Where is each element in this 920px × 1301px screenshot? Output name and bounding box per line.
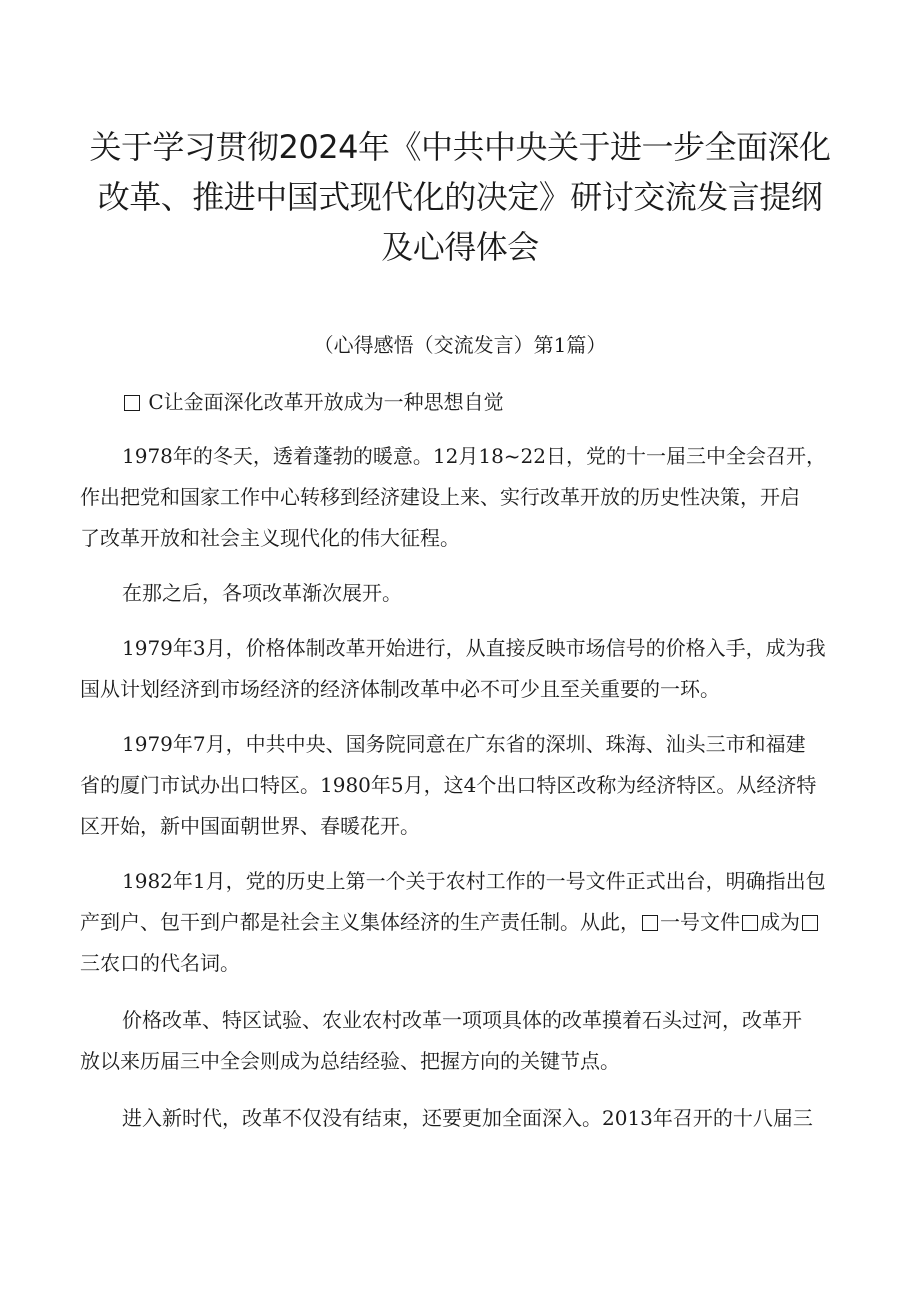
paragraph-line: 1982年1月，党的历史上第一个关于农村工作的一号文件正式出台，明确指出包 (122, 869, 826, 893)
title-line: 改革、推进中国式现代化的决定》研讨交流发言提纲 (97, 178, 823, 216)
paragraph-line: 价格改革、特区试验、农业农村改革一项项具体的改革摸着石头过河，改革开 (122, 1008, 802, 1032)
paragraph-line (80, 902, 860, 943)
missing-glyph-box (642, 915, 658, 931)
paragraph-line: 三农口的代名词。 (80, 951, 240, 975)
paragraph-line: 国从计划经济到市场经济的经济体制改革中必不可少且至关重要的一环。 (80, 677, 720, 701)
document-body (80, 382, 860, 1139)
paragraph-line: 省的厦门市试办出口特区。1980年5月，这4个出口特区改称为经济特区。从经济特 (80, 773, 817, 797)
missing-glyph-box (802, 915, 818, 931)
paragraph-line: 1979年7月，中共中央、国务院同意在广东省的深圳、珠海、汕头三市和福建 (122, 732, 806, 756)
section-heading-text: C让金面深化改革开放成为一种思想自觉 (148, 390, 504, 414)
paragraph-line: 1979年3月，价格体制改革开始进行，从直接反映市场信号的价格入手，成为我 (122, 636, 826, 660)
paragraph-line: 了改革开放和社会主义现代化的伟大征程。 (80, 526, 460, 550)
text-run: 一号文件 (660, 910, 740, 934)
document-subtitle: （心得感悟（交流发言）第1篇） (313, 333, 607, 357)
paragraph-line: 放以来历届三中全会则成为总结经验、把握方向的关键节点。 (80, 1049, 620, 1073)
title-line: 及心得体会 (381, 228, 539, 266)
missing-glyph-box (742, 915, 758, 931)
missing-glyph-box (124, 395, 140, 411)
document-title (60, 122, 860, 272)
text-run: 成为 (760, 910, 800, 934)
title-line: 关于学习贯彻2024年《中共中央关于进一步全面深化 (89, 128, 831, 166)
paragraph-line: 进入新时代，改革不仅没有结束，还要更加全面深入。2013年召开的十八届三 (122, 1106, 813, 1130)
section-heading (80, 382, 860, 423)
paragraph-line: 作出把党和国家工作中心转移到经济建设上来、实行改革开放的历史性决策，开启 (80, 485, 800, 509)
paragraph-line: 区开始，新中国面朝世界、春暖花开。 (80, 814, 420, 838)
paragraph-line: 1978年的冬天，透着蓬勃的暖意。12月18~22日，党的十一届三中全会召开， (122, 444, 827, 468)
text-run: 产到户、包干到户都是社会主义集体经济的生产责任制。从此， (80, 910, 640, 934)
paragraph-line: 在那之后，各项改革渐次展开。 (122, 581, 402, 605)
